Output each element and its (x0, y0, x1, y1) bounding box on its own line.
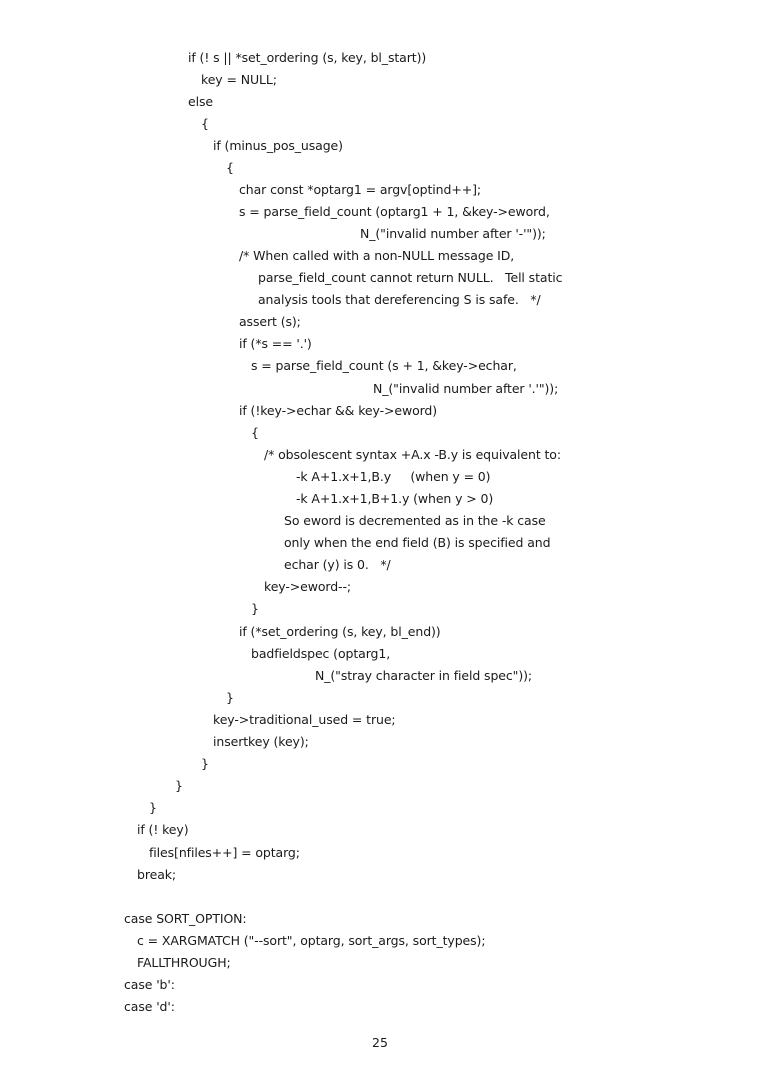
code-line: if (!key->echar && key->eword) (239, 403, 438, 418)
code-line: N_("invalid number after '-'")); (360, 226, 546, 241)
code-line: if (*set_ordering (s, key, bl_end)) (239, 624, 441, 639)
code-line: break; (137, 867, 176, 882)
code-line: assert (s); (239, 314, 301, 329)
code-line: insertkey (key); (213, 734, 309, 749)
code-line: case 'b': (124, 977, 175, 992)
code-line: { (251, 425, 259, 440)
code-line: } (226, 690, 234, 705)
code-line: if (*s == '.') (239, 336, 312, 351)
code-line: } (175, 778, 183, 793)
code-line: char const *optarg1 = argv[optind++]; (239, 182, 481, 197)
code-line: case SORT_OPTION: (124, 911, 247, 926)
code-line: key->eword--; (264, 579, 351, 594)
code-line: N_("invalid number after '.'")); (373, 381, 559, 396)
code-line: s = parse_field_count (s + 1, &key->echar, (251, 358, 517, 373)
code-line: key->traditional_used = true; (213, 712, 396, 727)
code-line: if (! key) (137, 822, 189, 837)
code-line: /* When called with a non-NULL message ID, (239, 248, 515, 263)
code-line: only when the end field (B) is specified and (284, 535, 551, 550)
code-line: badfieldspec (optarg1, (251, 646, 391, 661)
code-line: FALLTHROUGH; (137, 955, 231, 970)
code-line: parse_field_count cannot return NULL. Tell static (258, 270, 563, 285)
code-line: -k A+1.x+1,B.y (when y = 0) (296, 469, 491, 484)
code-line: { (226, 160, 234, 175)
code-line: files[nfiles++] = optarg; (149, 845, 300, 860)
code-line: -k A+1.x+1,B+1.y (when y > 0) (296, 491, 494, 506)
code-line: key = NULL; (201, 72, 277, 87)
code-line: echar (y) is 0. */ (284, 557, 391, 572)
code-line: analysis tools that dereferencing S is safe. */ (258, 292, 541, 307)
code-line: } (149, 800, 157, 815)
code-line: } (201, 756, 209, 771)
code-line: case 'd': (124, 999, 175, 1014)
code-line: if (! s || *set_ordering (s, key, bl_start)) (188, 50, 427, 65)
page-number: 25 (372, 1035, 388, 1050)
code-line: c = XARGMATCH ("--sort", optarg, sort_args, sort_types); (137, 933, 486, 948)
code-line: { (201, 116, 209, 131)
code-line: So eword is decremented as in the -k case (284, 513, 546, 528)
code-line: else (188, 94, 213, 109)
code-line: if (minus_pos_usage) (213, 138, 343, 153)
code-line: s = parse_field_count (optarg1 + 1, &key->eword, (239, 204, 550, 219)
code-line: } (251, 601, 259, 616)
code-line: N_("stray character in field spec")); (315, 668, 532, 683)
code-line: /* obsolescent syntax +A.x -B.y is equivalent to: (264, 447, 561, 462)
